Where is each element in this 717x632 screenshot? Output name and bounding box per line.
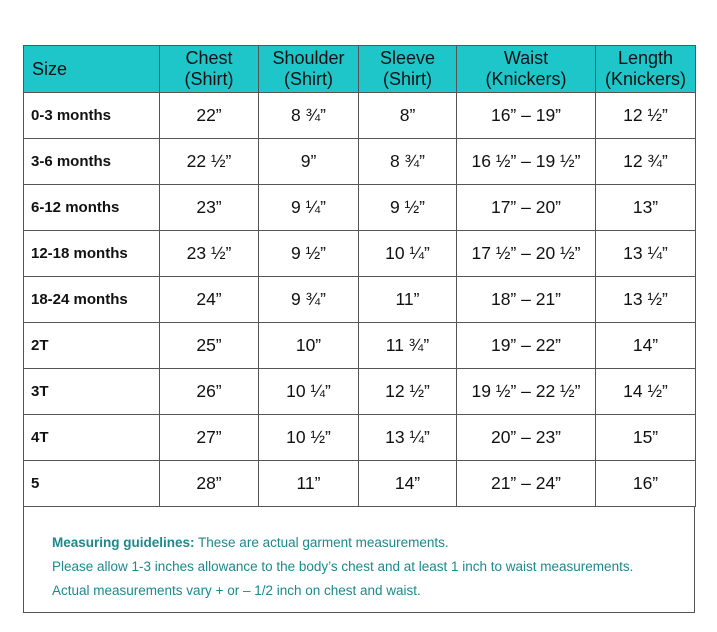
shoulder-cell: 11” — [259, 461, 359, 507]
chest-cell: 24” — [160, 277, 259, 323]
sleeve-cell: 12 ½” — [359, 369, 457, 415]
shoulder-cell: 9 ½” — [259, 231, 359, 277]
waist-cell: 19” – 22” — [457, 323, 596, 369]
guideline-line-1 — [52, 531, 694, 555]
shoulder-cell: 9 ¾” — [259, 277, 359, 323]
header-sleeve-label: Sleeve — [379, 48, 436, 68]
guidelines-heading: Measuring guidelines: — [52, 535, 195, 550]
size-cell: 6-12 months — [24, 185, 160, 231]
sleeve-cell: 11 ¾” — [359, 323, 457, 369]
header-chest-label: Chest — [185, 48, 233, 68]
header-length-label: Length — [617, 48, 674, 68]
size-cell: 5 — [24, 461, 160, 507]
size-table — [23, 45, 696, 507]
chest-cell: 22” — [160, 93, 259, 139]
shoulder-cell: 10 ½” — [259, 415, 359, 461]
size-cell: 4T — [24, 415, 160, 461]
length-cell: 15” — [596, 415, 696, 461]
header-length-sublabel: (Knickers) — [604, 69, 686, 89]
sleeve-cell: 9 ½” — [359, 185, 457, 231]
size-cell: 3-6 months — [24, 139, 160, 185]
waist-cell: 16 ½” – 19 ½” — [457, 139, 596, 185]
sleeve-cell: 14” — [359, 461, 457, 507]
length-cell: 16” — [596, 461, 696, 507]
size-cell: 18-24 months — [24, 277, 160, 323]
shoulder-cell: 10 ¼” — [259, 369, 359, 415]
size-cell: 2T — [24, 323, 160, 369]
table-row — [24, 323, 696, 369]
header-size-label: Size — [32, 58, 68, 79]
sleeve-cell: 8 ¾” — [359, 139, 457, 185]
table-row — [24, 139, 696, 185]
length-cell: 14 ½” — [596, 369, 696, 415]
length-cell: 14” — [596, 323, 696, 369]
guideline-line-2: Please allow 1-3 inches allowance to the body’s chest and at least 1 inch to waist measurements. — [52, 559, 634, 574]
header-chest-sublabel: (Shirt) — [184, 69, 234, 89]
header-shoulder-sublabel: (Shirt) — [284, 69, 333, 89]
header-waist-label: Waist — [503, 48, 549, 68]
sleeve-cell: 11” — [359, 277, 457, 323]
shoulder-cell: 10” — [259, 323, 359, 369]
table-row — [24, 415, 696, 461]
guideline-line-3: Actual measurements vary + or – 1/2 inch on chest and waist. — [52, 583, 421, 598]
header-sleeve-sublabel: (Shirt) — [383, 69, 432, 89]
shoulder-cell: 9” — [259, 139, 359, 185]
header-row — [24, 46, 696, 93]
measuring-guidelines — [23, 507, 695, 613]
waist-cell: 19 ½” – 22 ½” — [457, 369, 596, 415]
table-row — [24, 231, 696, 277]
header-length — [596, 46, 696, 93]
header-shoulder-label: Shoulder — [272, 48, 345, 68]
length-cell: 13 ¼” — [596, 231, 696, 277]
chest-cell: 23” — [160, 185, 259, 231]
header-sleeve — [359, 46, 457, 93]
sleeve-cell: 10 ¼” — [359, 231, 457, 277]
length-cell: 13 ½” — [596, 277, 696, 323]
header-waist-sublabel: (Knickers) — [485, 69, 567, 89]
header-shoulder — [259, 46, 359, 93]
chest-cell: 22 ½” — [160, 139, 259, 185]
waist-cell: 20” – 23” — [457, 415, 596, 461]
chest-cell: 27” — [160, 415, 259, 461]
size-chart — [23, 45, 695, 613]
length-cell: 13” — [596, 185, 696, 231]
size-cell: 3T — [24, 369, 160, 415]
header-chest — [160, 46, 259, 93]
waist-cell: 16” – 19” — [457, 93, 596, 139]
shoulder-cell: 9 ¼” — [259, 185, 359, 231]
header-size — [24, 46, 160, 93]
length-cell: 12 ½” — [596, 93, 696, 139]
sleeve-cell: 8” — [359, 93, 457, 139]
waist-cell: 21” – 24” — [457, 461, 596, 507]
size-cell: 12-18 months — [24, 231, 160, 277]
chest-cell: 25” — [160, 323, 259, 369]
table-row — [24, 93, 696, 139]
sleeve-cell: 13 ¼” — [359, 415, 457, 461]
chest-cell: 26” — [160, 369, 259, 415]
length-cell: 12 ¾” — [596, 139, 696, 185]
chest-cell: 28” — [160, 461, 259, 507]
table-row — [24, 185, 696, 231]
table-row — [24, 461, 696, 507]
guideline-text-1: These are actual garment measurements. — [194, 535, 449, 550]
table-row — [24, 277, 696, 323]
chest-cell: 23 ½” — [160, 231, 259, 277]
waist-cell: 18” – 21” — [457, 277, 596, 323]
table-row — [24, 369, 696, 415]
header-waist — [457, 46, 596, 93]
waist-cell: 17” – 20” — [457, 185, 596, 231]
shoulder-cell: 8 ¾” — [259, 93, 359, 139]
waist-cell: 17 ½” – 20 ½” — [457, 231, 596, 277]
size-cell: 0-3 months — [24, 93, 160, 139]
